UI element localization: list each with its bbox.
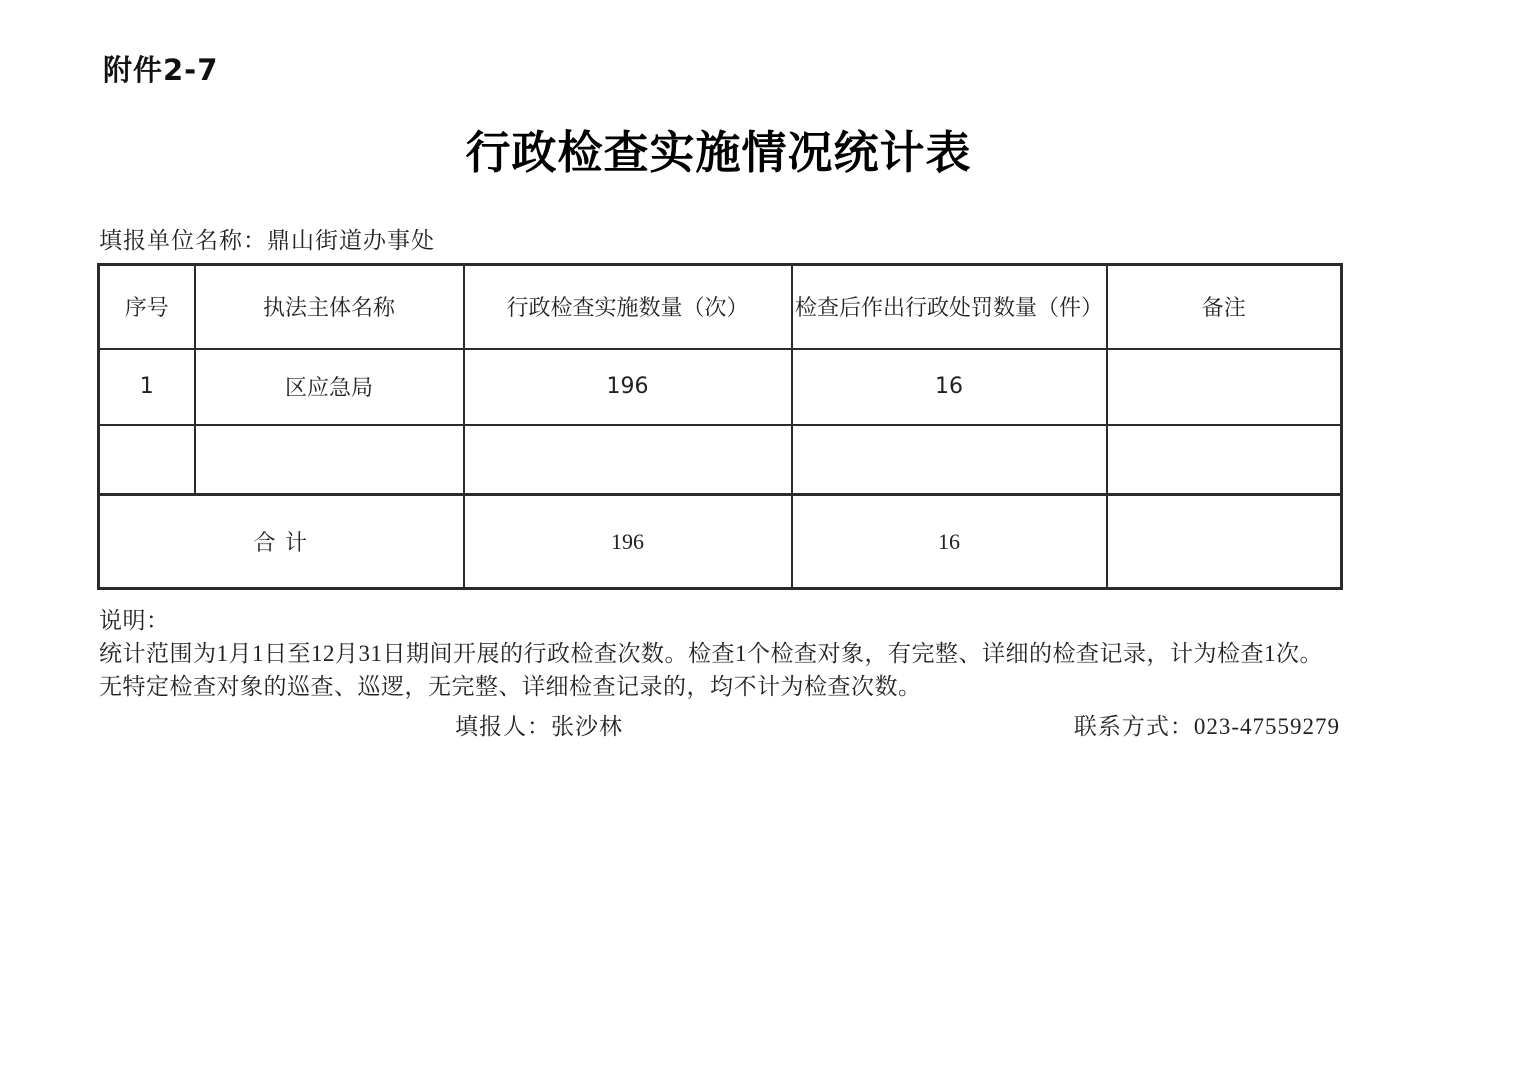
total-label: 合 计 bbox=[99, 495, 464, 589]
total-cell-penalties: 16 bbox=[792, 495, 1107, 589]
contact bbox=[1074, 708, 1340, 741]
attachment-number: 附件2-7 bbox=[103, 53, 219, 87]
preparer bbox=[455, 708, 623, 741]
cell-inspections bbox=[464, 425, 792, 495]
reporting-unit-label: 填报单位名称： bbox=[99, 228, 267, 253]
notes-body: 统计范围为1月1日至12月31日期间开展的行政检查次数。检查1个检查对象，有完整、详细的检查记录，计为检查1次。无特定检查对象的巡查、巡逻，无完整、详细检查记录的，均不计为检查次数。 bbox=[99, 641, 1323, 699]
contact-label: 联系方式： bbox=[1073, 714, 1194, 739]
table-total-row bbox=[99, 495, 1342, 589]
cell-entity bbox=[195, 425, 464, 495]
notes-section bbox=[99, 604, 1342, 703]
cell-penalties: 16 bbox=[792, 349, 1107, 425]
header-cell-serial: 序号 bbox=[99, 265, 195, 349]
header-cell-inspections: 行政检查实施数量（次） bbox=[464, 265, 792, 349]
statistics-table bbox=[97, 263, 1343, 590]
reporting-unit-line bbox=[99, 222, 435, 255]
cell-entity: 区应急局 bbox=[195, 349, 464, 425]
footer-line bbox=[97, 708, 1340, 741]
cell-serial bbox=[99, 425, 195, 495]
cell-remark bbox=[1107, 425, 1342, 495]
page-title: 行政检查实施情况统计表 bbox=[465, 128, 972, 178]
notes-label: 说明： bbox=[99, 608, 170, 633]
reporting-unit-value: 鼎山街道办事处 bbox=[267, 228, 435, 253]
table-row bbox=[99, 349, 1342, 425]
preparer-label: 填报人： bbox=[455, 714, 551, 739]
table-row-empty bbox=[99, 425, 1342, 495]
preparer-value: 张沙林 bbox=[551, 714, 623, 739]
total-cell-inspections: 196 bbox=[464, 495, 792, 589]
contact-value: 023-47559279 bbox=[1193, 714, 1340, 739]
total-cell-remark bbox=[1107, 495, 1342, 589]
cell-inspections: 196 bbox=[464, 349, 792, 425]
cell-remark bbox=[1107, 349, 1342, 425]
header-cell-penalties: 检查后作出行政处罚数量（件） bbox=[792, 265, 1107, 349]
table-header-row bbox=[99, 265, 1342, 349]
header-cell-remark: 备注 bbox=[1107, 265, 1342, 349]
header-cell-entity: 执法主体名称 bbox=[195, 265, 464, 349]
cell-serial: 1 bbox=[99, 349, 195, 425]
cell-penalties bbox=[792, 425, 1107, 495]
